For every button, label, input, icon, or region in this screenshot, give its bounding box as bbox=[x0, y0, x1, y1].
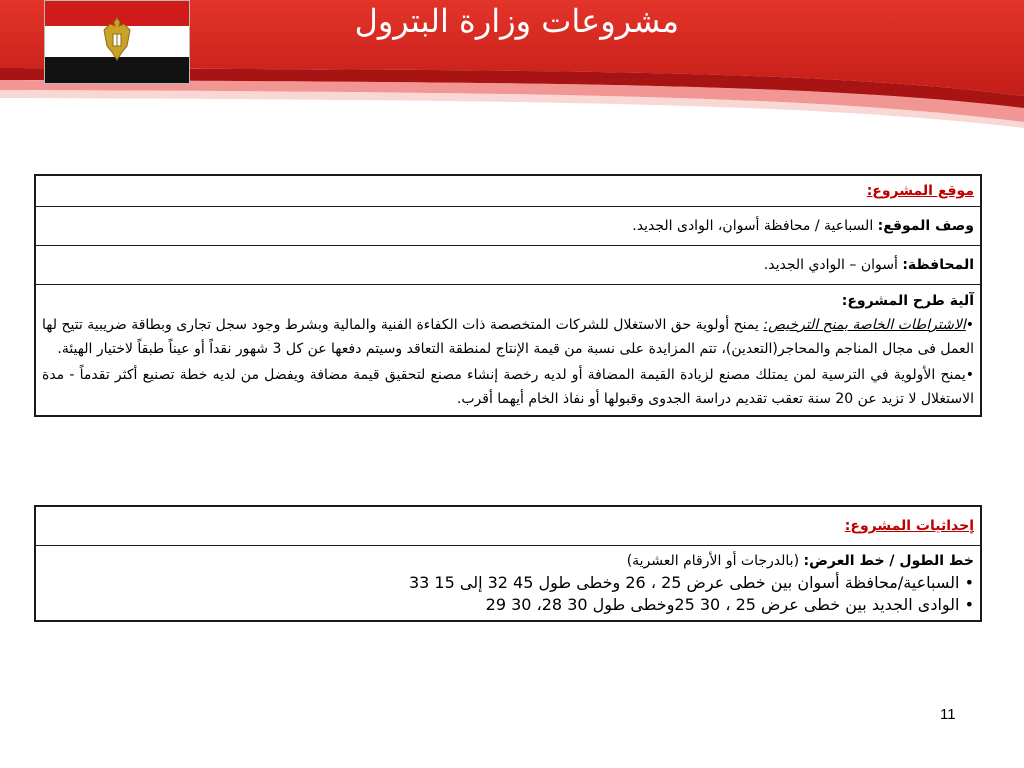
eagle-emblem-icon bbox=[102, 16, 132, 62]
egypt-flag bbox=[44, 0, 190, 84]
mechanism-cell bbox=[35, 285, 981, 417]
mechanism-bullet-1 bbox=[42, 313, 974, 361]
flag-white-band bbox=[45, 26, 189, 57]
coords-heading-cell bbox=[35, 506, 981, 546]
site-desc-value: السباعية / محافظة أسوان، الوادى الجديد. bbox=[632, 218, 878, 234]
project-coordinates-table bbox=[34, 505, 982, 622]
coords-heading: إحداثيات المشروع: bbox=[844, 518, 974, 534]
project-location-table bbox=[34, 174, 982, 417]
table-row bbox=[35, 546, 981, 622]
table-row bbox=[35, 246, 981, 285]
bullet-marker: • bbox=[965, 317, 974, 333]
table-row bbox=[35, 506, 981, 546]
table-row bbox=[35, 175, 981, 207]
site-desc-label: وصف الموقع: bbox=[877, 218, 974, 234]
location-heading: موقع المشروع: bbox=[866, 183, 974, 199]
page-title: مشروعات وزارة البترول bbox=[354, 2, 679, 40]
governorate-label: المحافظة: bbox=[902, 257, 974, 273]
latlon-note: (بالدرجات أو الأرقام العشرية) bbox=[626, 553, 804, 569]
page-number: 11 bbox=[940, 706, 956, 723]
coords-line-2: • الوادى الجديد بين خطى عرض 25 ، 30 25وخطى طول 30 28، 30 29 bbox=[485, 595, 974, 614]
governorate-value: أسوان – الوادي الجديد. bbox=[763, 257, 903, 273]
license-terms-text: يمنح أولوية حق الاستغلال للشركات المتخصصة ذات الكفاءة الفنية والمالية وبشرط وجود سجل تجارى وبطاقة ضريبية تتيح لها العمل فى مجال المناجم والمحاجر(التعدين)، تتم المزايدة على نسبة من قيمة الإنتاج لمنطقة التعاقد وسيتم دفعها عن كل 3 شهور نقداً أو عيناً طبقاً لاختيار الهيئة. bbox=[42, 317, 974, 357]
location-heading-cell bbox=[35, 175, 981, 207]
latlon-label: خط الطول / خط العرض: bbox=[803, 553, 974, 569]
mechanism-bullet-2: •يمنح الأولوية في الترسية لمن يمتلك مصنع لزيادة القيمة المضافة أو لديه رخصة إنشاء مصنع لتحقيق قيمة مضافة ويفضل من لديه خطة تصنيع أكثر تقدماً - مدة الاستغلال لا تزيد عن 20 سنة تعقب تقديم دراسة الجدوى وقبولها أو نفاذ الخام أيهما أقرب. bbox=[42, 367, 974, 407]
table-row bbox=[35, 285, 981, 417]
table-row bbox=[35, 207, 981, 246]
coords-body-cell bbox=[35, 546, 981, 622]
license-terms-label: الاشتراطات الخاصة بمنح الترخيص: bbox=[763, 317, 966, 333]
governorate-cell bbox=[35, 246, 981, 285]
coords-line-1: • السباعية/محافظة أسوان بين خطى عرض 25 ، 26 وخطى طول 45 32 إلى 15 33 bbox=[408, 573, 974, 592]
site-desc-cell bbox=[35, 207, 981, 246]
latlon-line bbox=[42, 550, 974, 572]
mechanism-label: آلية طرح المشروع: bbox=[841, 293, 974, 309]
